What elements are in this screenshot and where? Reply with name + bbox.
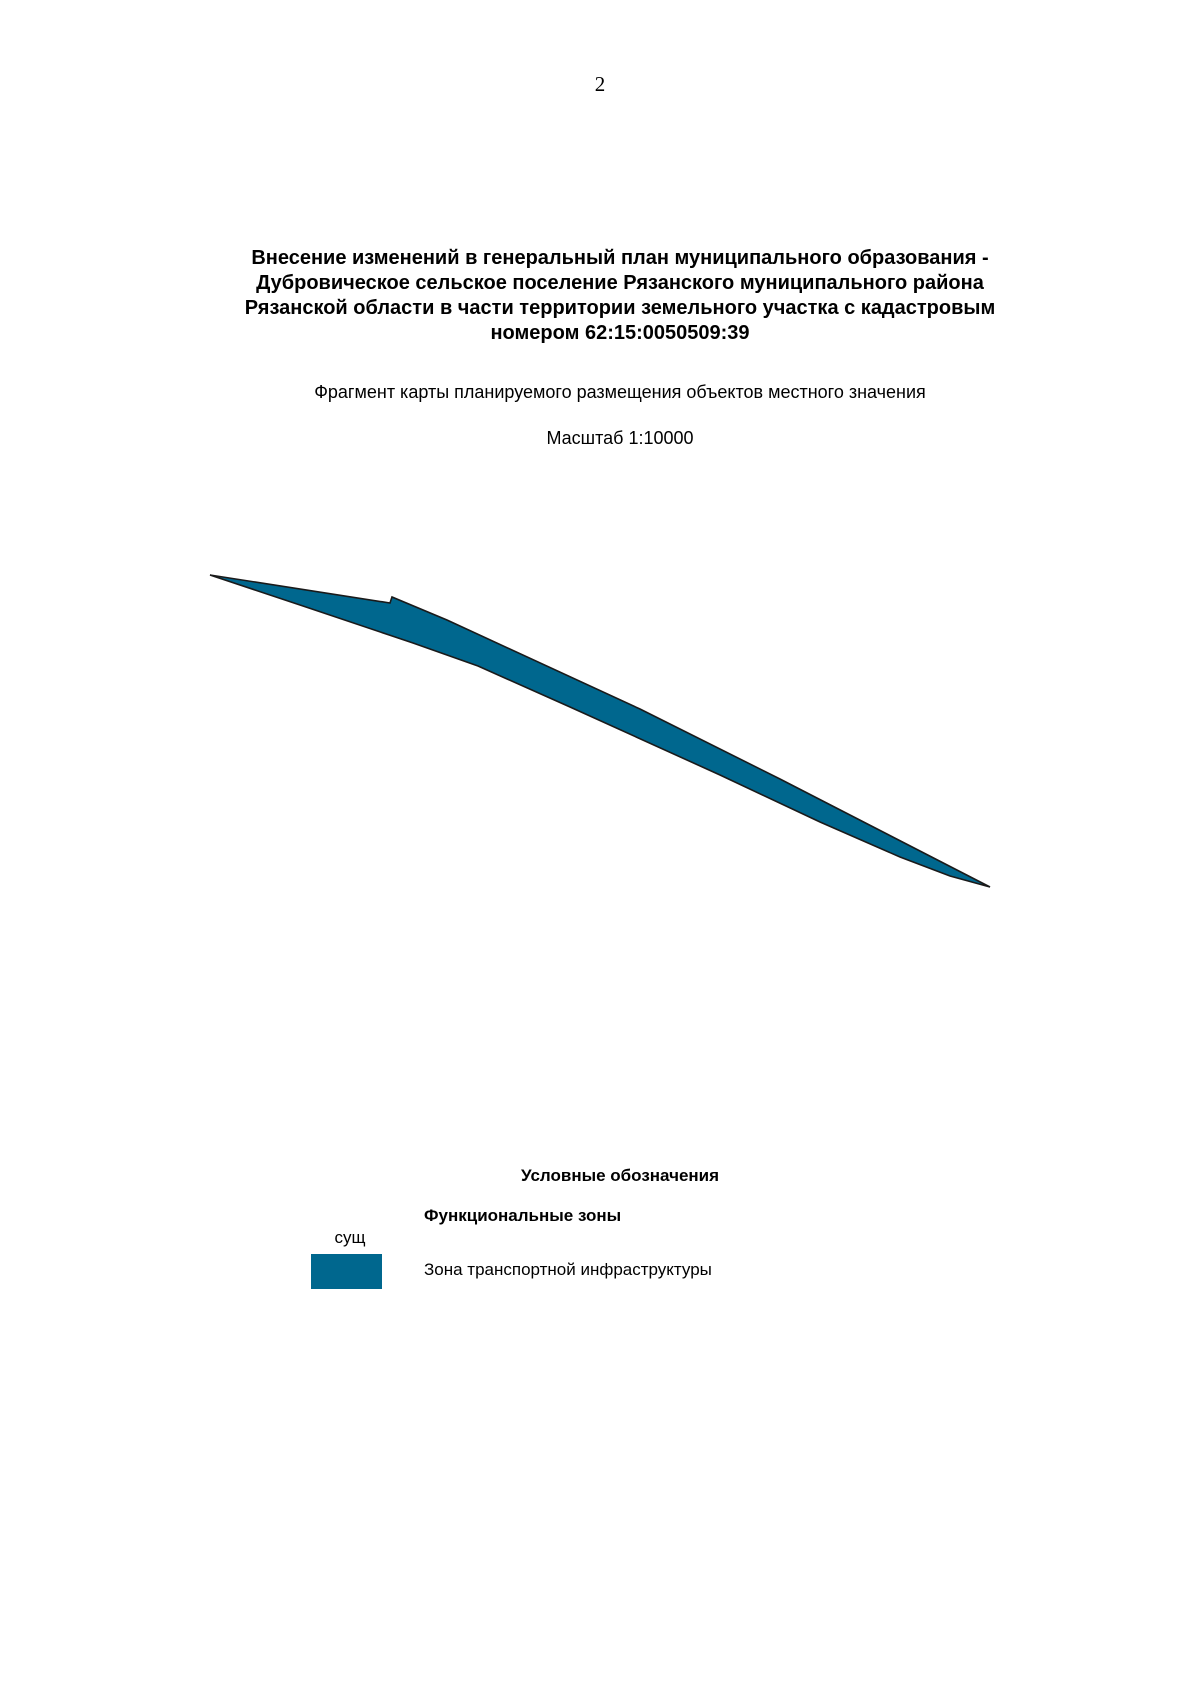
title-line: номером 62:15:0050509:39 xyxy=(490,322,750,344)
legend-swatch xyxy=(311,1254,382,1289)
title-line: Рязанской области в части территории земельного участка с кадастровым xyxy=(244,297,996,319)
legend-title: Условные обозначения xyxy=(520,1166,720,1185)
title-line: Внесение изменений в генеральный план муниципального образования - xyxy=(251,247,989,269)
map-subtitle: Фрагмент карты планируемого размещения объектов местного значения xyxy=(314,382,926,402)
legend-item-label: Зона транспортной инфраструктуры xyxy=(424,1260,712,1279)
transport-infrastructure-zone xyxy=(210,575,990,887)
title-line: Дубровическое сельское поселение Рязанского муниципального района xyxy=(256,272,984,294)
map-scale: Масштаб 1:10000 xyxy=(546,428,694,448)
legend-section-title: Функциональные зоны xyxy=(424,1206,622,1225)
legend-status-label: сущ xyxy=(334,1228,366,1247)
page-number: 2 xyxy=(594,72,606,96)
